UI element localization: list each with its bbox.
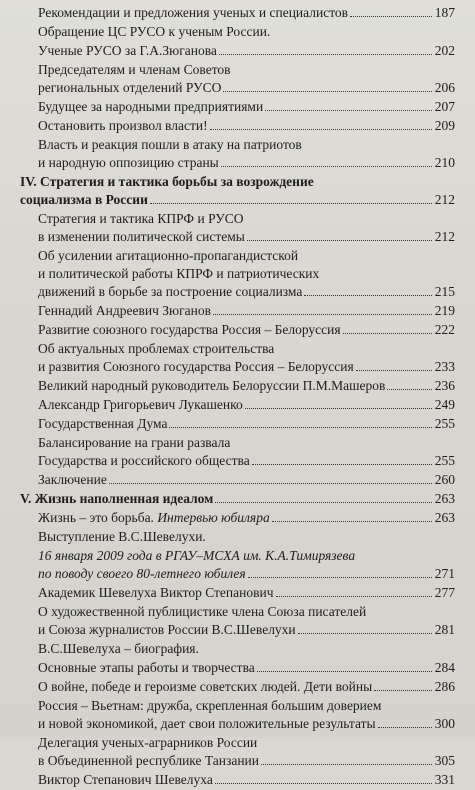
dot-leader xyxy=(378,727,432,728)
toc-entry-line xyxy=(38,117,455,135)
toc-entry-text: в изменении политической системы xyxy=(38,229,245,244)
toc-page-number: 215 xyxy=(434,284,455,299)
dot-leader xyxy=(304,295,431,296)
toc-entry-text: V. Жизнь наполненная идеалом xyxy=(20,491,214,506)
toc-entry-text: Будущее за народными предприятиями xyxy=(38,99,264,114)
toc-entry-line xyxy=(38,452,455,470)
toc-entry-text: Ученые РУСО за Г.А.Зюганова xyxy=(38,43,217,58)
toc-entry xyxy=(0,4,475,22)
toc-entry-text: Об актуальных проблемах строительства xyxy=(38,341,275,356)
toc-entry xyxy=(0,584,475,602)
toc-entry-text: Академик Шевелуха Виктор Степанович xyxy=(38,585,274,600)
toc-entry-line xyxy=(38,584,455,602)
toc-page-number: 219 xyxy=(434,303,455,318)
toc-entry-text: О художественной публицистике члена Союза писателей xyxy=(38,604,367,619)
dot-leader xyxy=(223,91,431,92)
toc-page-number: 271 xyxy=(434,566,455,581)
toc-page-number: 187 xyxy=(434,5,455,20)
dot-leader xyxy=(150,203,432,204)
dot-leader xyxy=(387,389,431,390)
toc-page-number: 222 xyxy=(434,322,455,337)
dot-leader xyxy=(298,633,432,634)
toc-page-number: 210 xyxy=(434,155,455,170)
toc-entry-text: Председателям и членам Советов xyxy=(38,62,231,77)
table-of-contents xyxy=(0,4,475,790)
toc-entry xyxy=(0,396,475,414)
toc-entry xyxy=(0,42,475,60)
toc-entry-line xyxy=(38,659,455,677)
dot-leader xyxy=(215,783,432,784)
toc-entry-text: Александр Григорьевич Лукашенко xyxy=(38,397,243,412)
toc-entry-text: Государственная Дума xyxy=(38,416,168,431)
dot-leader xyxy=(374,690,432,691)
toc-entry xyxy=(0,136,475,172)
dot-leader xyxy=(213,314,432,315)
toc-entry-text: региональных отделений РУСО xyxy=(38,80,222,95)
toc-entry xyxy=(0,547,475,583)
dot-leader xyxy=(252,464,432,465)
toc-entry-line xyxy=(38,79,455,97)
toc-entry-line xyxy=(20,191,455,209)
toc-entry-line xyxy=(38,377,455,395)
toc-page-number: 255 xyxy=(434,416,455,431)
toc-entry-line xyxy=(38,283,455,301)
toc-entry-text: Развитие союзного государства Россия – Белоруссия xyxy=(38,322,341,337)
toc-entry xyxy=(0,509,475,527)
dot-leader xyxy=(215,502,431,503)
toc-page-number: 206 xyxy=(434,80,455,95)
toc-entry-text: О войне, победе и героизме советских людей. Дети войны xyxy=(38,679,373,694)
toc-entry-line xyxy=(38,4,455,22)
toc-entry-line xyxy=(38,752,455,770)
toc-entry xyxy=(0,434,475,470)
dot-leader xyxy=(245,408,432,409)
toc-entry-text: Балансирование на грани развала xyxy=(38,435,231,450)
toc-page-number: 305 xyxy=(434,753,455,768)
toc-entry-line xyxy=(38,321,455,339)
toc-page-number: 249 xyxy=(434,397,455,412)
toc-entry-text: Выступление В.С.Шевелухи. xyxy=(38,529,206,544)
toc-entry-text: Рекомендации и предложения ученых и специалистов xyxy=(38,5,349,20)
toc-entry-text: и политической работы КПРФ и патриотических xyxy=(38,266,320,281)
toc-page-number: 233 xyxy=(434,359,455,374)
toc-entry-text-italic: Интервью юбиляра xyxy=(157,510,270,525)
dot-leader xyxy=(257,671,432,672)
toc-entry xyxy=(0,98,475,116)
toc-entry xyxy=(0,603,475,639)
toc-entry xyxy=(0,377,475,395)
dot-leader xyxy=(247,240,432,241)
toc-entry xyxy=(0,61,475,97)
toc-page-number: 236 xyxy=(434,378,455,393)
toc-page-number: 212 xyxy=(434,192,455,207)
dot-leader xyxy=(272,521,432,522)
toc-entry-text: и народную оппозицию страны xyxy=(38,155,219,170)
toc-entry-line xyxy=(38,678,455,696)
toc-entry xyxy=(0,697,475,733)
toc-page-number: 300 xyxy=(434,716,455,731)
toc-entry-text: В.С.Шевелуха – биография. xyxy=(38,641,199,656)
toc-entry-line xyxy=(38,471,455,489)
toc-entry-text: Заключение xyxy=(38,472,107,487)
toc-entry-line xyxy=(38,509,455,527)
toc-entry-text: Основные этапы работы и творчества xyxy=(38,660,255,675)
toc-entry-text: 16 января 2009 года в РГАУ–МСХА им. К.А.Тимирязева xyxy=(38,548,356,563)
toc-entry-line xyxy=(38,565,455,583)
dot-leader xyxy=(265,110,432,111)
toc-entry-text: Геннадий Андреевич Зюганов xyxy=(38,303,211,318)
toc-entry xyxy=(0,471,475,489)
toc-page-number: 202 xyxy=(434,43,455,58)
toc-page-number: 212 xyxy=(434,229,455,244)
toc-entry xyxy=(0,302,475,320)
toc-entry-text: Государства и российского общества xyxy=(38,453,250,468)
toc-entry-line xyxy=(38,98,455,116)
toc-entry-line xyxy=(38,415,455,433)
toc-page-number: 255 xyxy=(434,453,455,468)
toc-entry-line xyxy=(38,302,455,320)
toc-entry-text: социализма в России xyxy=(20,192,148,207)
toc-entry xyxy=(0,528,475,546)
dot-leader xyxy=(169,427,431,428)
toc-entry xyxy=(0,415,475,433)
toc-entry xyxy=(0,321,475,339)
toc-entry xyxy=(0,771,475,789)
toc-entry-line xyxy=(38,771,455,789)
toc-entry-text: Власть и реакция пошли в атаку на патриотов xyxy=(38,137,302,152)
toc-page-number: 284 xyxy=(434,660,455,675)
toc-entry-text: Виктор Степанович Шевелуха xyxy=(38,772,213,787)
toc-entry-line xyxy=(38,396,455,414)
toc-entry-text: Стратегия и тактика КПРФ и РУСО xyxy=(38,211,244,226)
toc-entry-line xyxy=(38,228,455,246)
toc-entry-text: Обращение ЦС РУСО к ученым России. xyxy=(38,24,271,39)
toc-section-heading xyxy=(0,173,475,209)
toc-entry-text: движений в борьбе за построение социализма xyxy=(38,284,303,299)
toc-entry-text: Жизнь – это борьба. xyxy=(38,510,154,525)
toc-page-number: 207 xyxy=(434,99,455,114)
toc-page-number: 263 xyxy=(434,510,455,525)
toc-entry xyxy=(0,117,475,135)
toc-entry-line xyxy=(38,621,455,639)
toc-page-number: 286 xyxy=(434,679,455,694)
toc-entry xyxy=(0,340,475,376)
toc-entry-text: IV. Стратегия и тактика борьбы за возрождение xyxy=(20,174,314,189)
dot-leader xyxy=(109,483,432,484)
toc-entry xyxy=(0,640,475,658)
toc-page-number: 331 xyxy=(434,772,455,787)
toc-entry-line xyxy=(20,490,455,508)
toc-entry-text: и новой экономикой, дает свои положительные результаты xyxy=(38,716,376,731)
toc-entry xyxy=(0,210,475,246)
dot-leader xyxy=(210,129,432,130)
toc-entry-text: и Союза журналистов России В.С.Шевелухи xyxy=(38,622,296,637)
toc-page-number: 277 xyxy=(434,585,455,600)
toc-section-heading xyxy=(0,490,475,508)
toc-entry xyxy=(0,678,475,696)
toc-entry xyxy=(0,659,475,677)
dot-leader xyxy=(350,16,432,17)
toc-page-number: 260 xyxy=(434,472,455,487)
dot-leader xyxy=(356,370,432,371)
toc-entry-line xyxy=(38,42,455,60)
dot-leader xyxy=(261,764,432,765)
toc-entry-text: в Объединенной республике Танзании xyxy=(38,753,260,768)
toc-entry-text: и развития Союзного государства Россия – Белоруссия xyxy=(38,359,354,374)
toc-page-number: 281 xyxy=(434,622,455,637)
dot-leader xyxy=(219,54,432,55)
toc-page-number: 263 xyxy=(434,491,455,506)
dot-leader xyxy=(276,596,432,597)
toc-entry-text: Россия – Вьетнам: дружба, скрепленная большим доверием xyxy=(38,698,382,713)
toc-entry-text: Делегация ученых-аграрников России xyxy=(38,735,258,750)
toc-entry xyxy=(0,23,475,41)
dot-leader xyxy=(248,577,432,578)
toc-entry-text: по поводу своего 80-летнего юбилея xyxy=(38,566,246,581)
toc-entry-text: Остановить произвол власти! xyxy=(38,118,208,133)
toc-entry-line xyxy=(38,715,455,733)
toc-entry xyxy=(0,734,475,770)
dot-leader xyxy=(221,166,432,167)
toc-entry-text: Об усилении агитационно-пропагандистской xyxy=(38,248,299,263)
toc-entry-line xyxy=(38,358,455,376)
toc-entry-text: Великий народный руководитель Белоруссии П.М.Машеров xyxy=(38,378,386,393)
toc-page-number: 209 xyxy=(434,118,455,133)
toc-entry xyxy=(0,247,475,301)
dot-leader xyxy=(343,333,432,334)
toc-entry-line xyxy=(38,154,455,172)
